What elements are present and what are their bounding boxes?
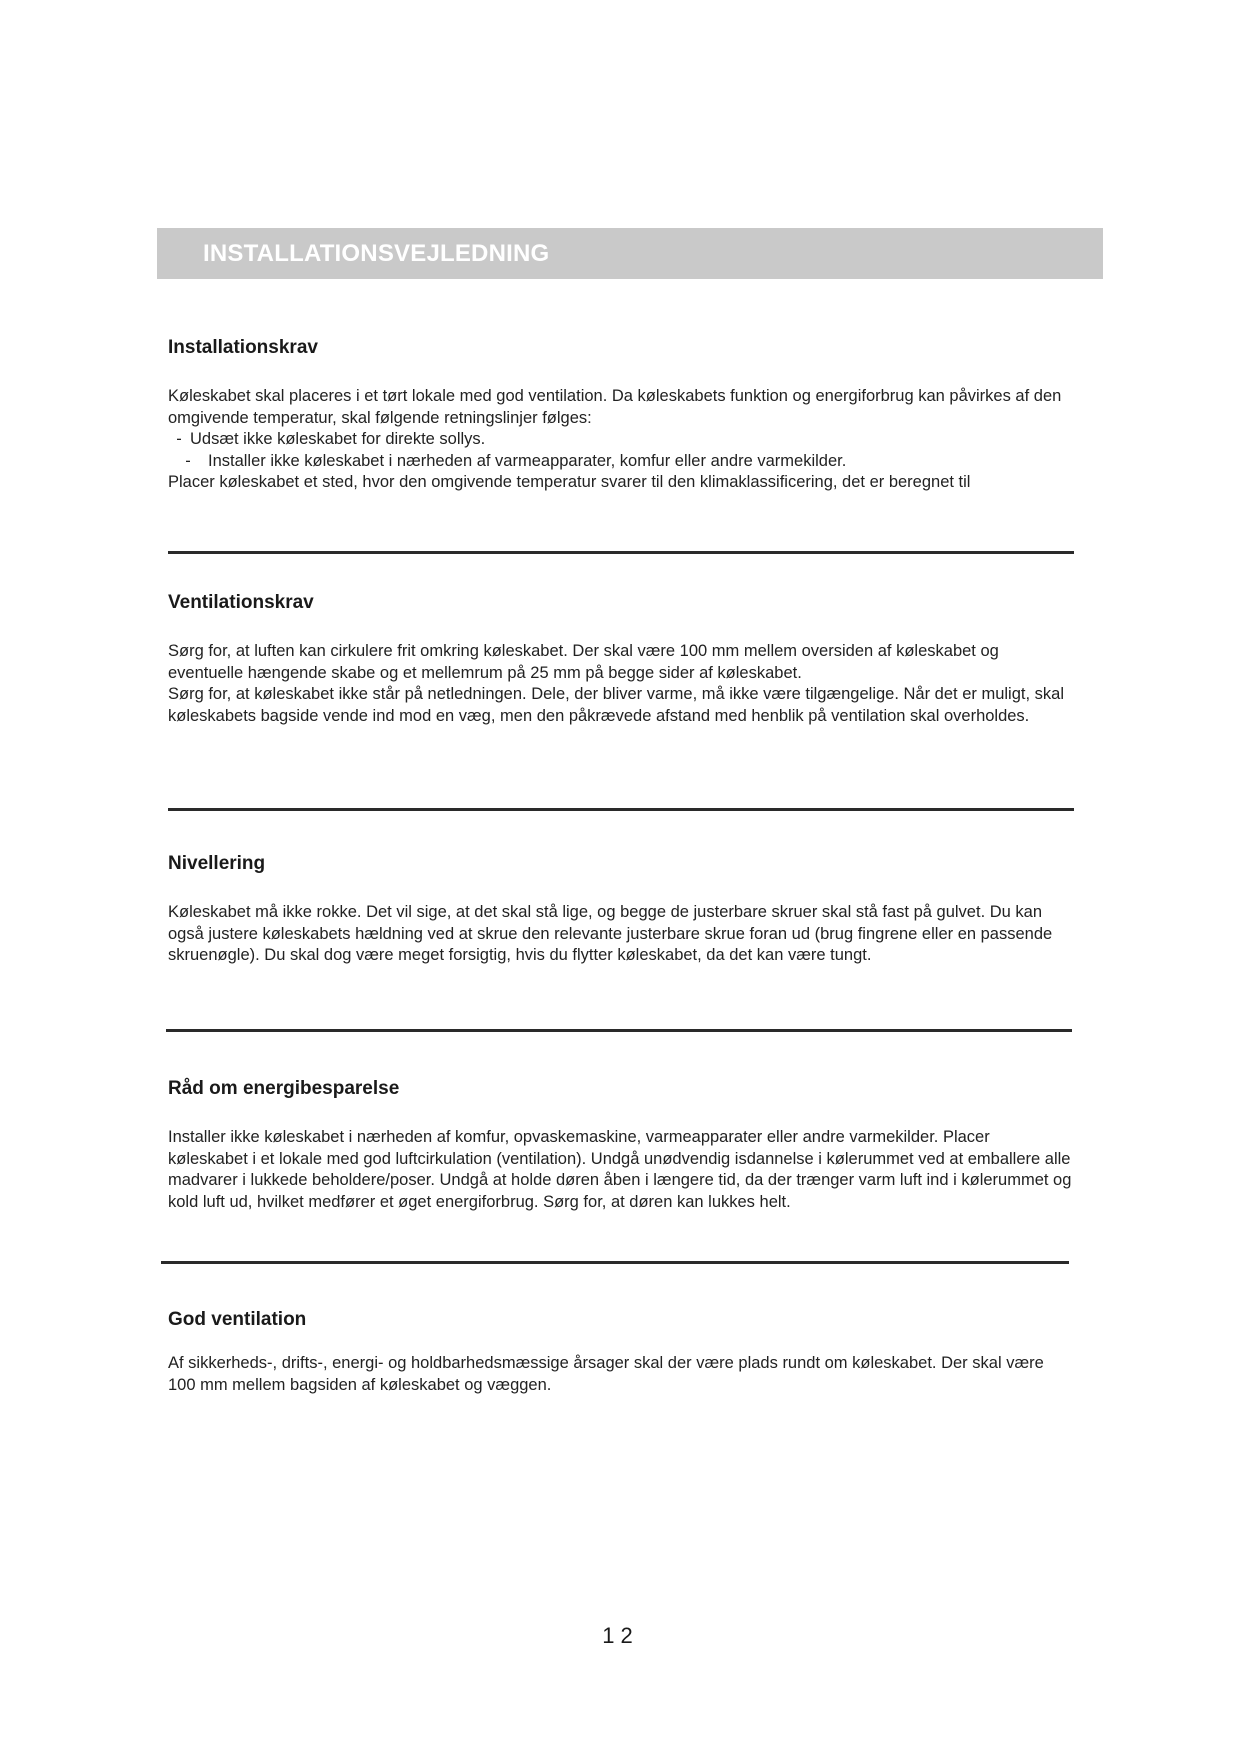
paragraph: Køleskabet må ikke rokke. Det vil sige, at det skal stå lige, og begge de justerbare skruer skal stå fast på gulvet. Du kan også justere køleskabets hældning ved at skrue den relevante justerbare skrue foran ud (brug fingrene eller en passende skruenøgle). Du skal dog være meget forsigtig, hvis du flytter køleskabet, da det kan være tungt. (168, 903, 1053, 964)
page-title: INSTALLATIONSVEJLEDNING (203, 240, 550, 267)
paragraph: Køleskabet skal placeres i et tørt lokale med god ventilation. Da køleskabets funktion og energiforbrug kan påvirkes af den omgivende temperatur, skal følgende retningslinjer følges: (168, 387, 1062, 427)
section-energibesparelse (168, 1078, 1073, 1213)
section-body (168, 1127, 1073, 1213)
section-divider (166, 1029, 1072, 1032)
bullet-text: Udsæt ikke køleskabet for direkte sollys. (190, 430, 486, 448)
section-body (168, 1353, 1073, 1396)
section-heading: Råd om energibesparelse (168, 1078, 400, 1099)
paragraph: Sørg for, at luften kan cirkulere frit omkring køleskabet. Der skal være 100 mm mellem oversiden af køleskabet og eventuelle hængende skabe og et mellemrum på 25 mm på begge sider af køleskabet. (168, 642, 999, 682)
section-heading: Ventilationskrav (168, 592, 314, 613)
section-body (168, 386, 1073, 494)
section-installationskrav (168, 337, 1073, 494)
section-heading: Nivellering (168, 853, 266, 874)
paragraph: Placer køleskabet et sted, hvor den omgivende temperatur svarer til den klimaklassificering, det er beregnet til (168, 473, 971, 491)
section-divider (161, 1261, 1069, 1264)
dash-marker: - (176, 430, 182, 448)
section-heading: God ventilation (168, 1309, 307, 1330)
section-god-ventilation (168, 1309, 1073, 1396)
paragraph: Af sikkerheds-, drifts-, energi- og holdbarhedsmæssige årsager skal der være plads rundt om køleskabet. Der skal være 100 mm mellem bagsiden af køleskabet og væggen. (168, 1354, 1044, 1394)
page-number: 12 (602, 1623, 639, 1648)
bullet-item (168, 451, 1073, 473)
bullet-text: Installer ikke køleskabet i nærheden af varmeapparater, komfur eller andre varmekilder. (208, 451, 847, 470)
title-banner (157, 228, 1103, 279)
section-divider (168, 551, 1074, 554)
section-body (168, 641, 1073, 727)
section-heading: Installationskrav (168, 337, 318, 358)
paragraph: Sørg for, at køleskabet ikke står på netledningen. Dele, der bliver varme, må ikke være tilgængelige. Når det er muligt, skal køleskabets bagside vende ind mod en væg, men den påkrævede afstand med henblik på ventilation skal overholdes. (168, 685, 1064, 725)
section-body (168, 902, 1073, 967)
dash-marker: - (185, 451, 191, 470)
bullet-item (168, 429, 1073, 451)
section-divider (168, 808, 1074, 811)
section-nivellering (168, 853, 1073, 967)
section-ventilationskrav (168, 592, 1073, 727)
paragraph: Installer ikke køleskabet i nærheden af komfur, opvaskemaskine, varmeapparater eller andre varmekilder. Placer køleskabet i et lokale med god luftcirkulation (ventilation). Undgå unødvendig isdannelse i kølerummet ved at emballere alle madvarer i lukkede beholdere/poser. Undgå at holde døren åben i længere tid, da der trænger varm luft ind i kølerummet og kold luft ud, hvilket medfører et øget energiforbrug. Sørg for, at døren kan lukkes helt. (168, 1128, 1072, 1211)
